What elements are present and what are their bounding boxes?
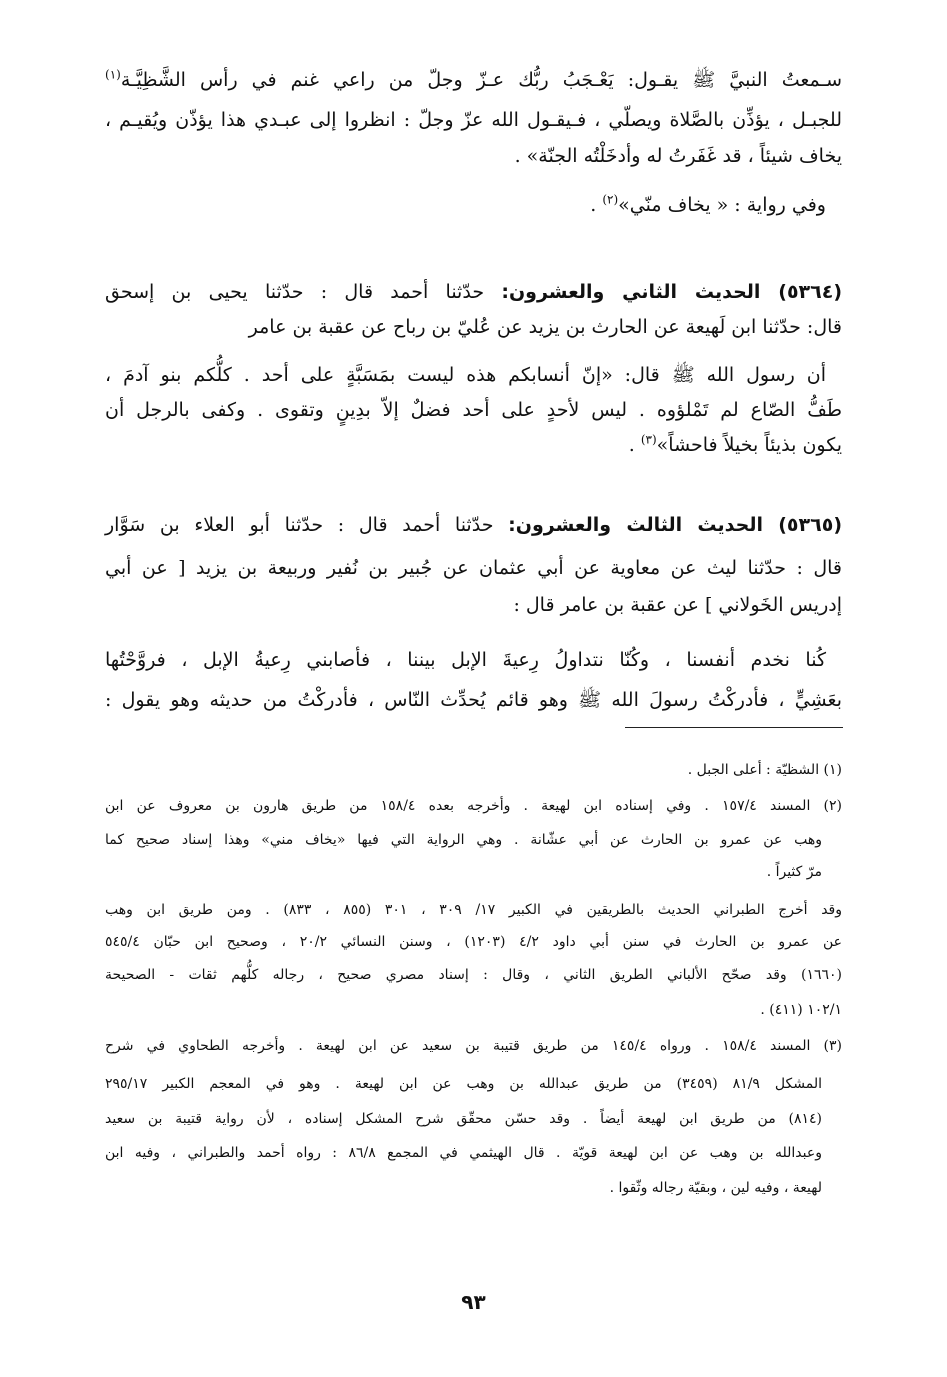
text-line (105, 190, 826, 220)
footnote-line: وعبدالله بن وهب عن ابن لهيعة قويّة . قال الهيثمي في المجمع ٨٦/٨ : رواه أحمد والطبراني ، وفيه ابن (105, 1145, 822, 1161)
footnote-line: (٢) المسند ١٥٧/٤ . وفي إسناده ابن لهيعة . وأخرجه بعده ١٥٨/٤ من طريق هارون بن معروف عن ابن (105, 798, 842, 814)
text-span: سـمعتُ النبيَّ ﷺ يقـول: يَعْـجَبُ ربُّك عـزّ وجلّ من راعي غنم في رأس الشَّظِيَّـة (120, 69, 842, 91)
hadith-title: (٥٣٦٥) الحديث الثالث والعشرون: (508, 514, 842, 536)
footnote-line: لهيعة ، وفيه لين ، وبقيّة رجاله وثّقوا . (609, 1180, 822, 1196)
text-span: وفي رواية : « يخاف منّي» (618, 194, 826, 216)
footnote-line: عن عمرو بن الحارث في سنن أبي داود ٤/٢ (١٢٠٣) ، وسنن النسائي ٢٠/٢ ، وصحيح ابن حبّان ٥٤٥/٤ (105, 934, 842, 950)
text-line: قال : حدّثنا ليث عن معاوية عن أبي عثمان عن جُبير بن نُفير وربيعة بن يزيد [ عن أبي (105, 557, 842, 579)
text-span: . (590, 194, 603, 216)
footnote-line: (٨١٤) من طريق ابن لهيعة أيضاً . وقد حسّن محقّق شرح المشكل إسناده ، لأن رواية قتيبة بن سعيد (105, 1111, 823, 1127)
footnote-line: المشكل ٨١/٩ (٣٤٥٩) من طريق عبدالله بن وهب عن ابن لهيعة . وهو في المعجم الكبير ٢٩٥/١٧ (105, 1076, 822, 1092)
footnote-line: وقد أخرج الطبراني الحديث بالطريقين في الكبير ١٧/ ٣٠٩ ، ٣٠١ (٨٥٥ ، ٨٣٣) . ومن طريق ابن وهب (105, 902, 843, 918)
footnote-line: (١٦٦٠) وقد صحّح الألباني الطريق الثاني ، وقال : إسناد مصري صحيح ، رجاله كلُّهم ثقات - الصحيحة (105, 967, 842, 983)
text-line: أن رسول الله ﷺ قال: «إنّ أنسابكم هذه ليست بمَسَبَّةٍ على أحد . كلُّكم بنو آدمَ ، (105, 364, 826, 386)
hadith-heading (105, 277, 842, 307)
footnote-line: (٣) المسند ١٥٨/٤ . ورواه ١٤٥/٤ من طريق قتيبة بن سعيد عن ابن لهيعة . وأخرجه الطحاوي في شرح (105, 1038, 842, 1054)
footnote-line: وهب عن عمرو بن الحارث عن أبي عشّانة . وهي الرواية التي فيها «يخاف مني» وهذا إسناد صحيح كما (105, 832, 822, 848)
text-span: حدّثنا أحمد قال : حدّثنا أبو العلاء بن سَوَّار (105, 514, 494, 536)
text-line: بعَشِيٍّ ، فأدركْتُ رسولَ الله ﷺ وهو قائم يُحدِّث النّاس ، فأدركْتُ من حديثه وهو يقول : (105, 689, 842, 711)
text-line: إدريس الخَولاني ] عن عقبة بن عامر قال : (513, 594, 842, 616)
text-line: قال: حدّثنا ابن لَهيعة عن الحارث بن يزيد عن عُليّ بن رباح عن عقبة بن عامر (248, 316, 842, 338)
footnote-line: (١) الشظيّة : أعلى الجبل . (687, 762, 842, 778)
footnote-line: ١٠٢/١ (٤١١) . (760, 1002, 842, 1018)
footnote-ref: (١) (105, 67, 121, 82)
hadith-title: (٥٣٦٤) الحديث الثاني والعشرون: (501, 281, 843, 303)
footnote-line: مرّ كثيراً . (766, 864, 822, 880)
text-line: للجبـل ، يؤذِّن بالصَّلاة ويصلّي ، فـيقـول الله عزّ وجلّ : انظروا إلى عبـدي هذا يؤذّن ويُقيـم ، (105, 109, 842, 131)
text-span: . (628, 434, 641, 456)
hadith-heading (105, 510, 842, 540)
footnote-divider (625, 727, 843, 728)
text-line: كُنا نخدم أنفسنا ، وكُنّا نتداولُ رِعيةَ الإبل بيننا ، فأصابني رِعيةُ الإبل ، فروَّحْتُها (105, 649, 826, 671)
text-line: يخاف شيئاً ، قد غَفَرتُ له وأدخَلْتُه الجنّة» . (514, 145, 842, 167)
page-number: ٩٣ (461, 1290, 486, 1314)
footnote-ref: (٢) (602, 192, 619, 207)
text-span: حدّثنا أحمد قال : حدّثنا يحيى بن إسحق (105, 281, 485, 303)
footnote-ref: (٣) (640, 432, 657, 447)
text-line: طَفُّ الصّاع لم تَمْلؤوه . ليس لأحدٍ على أحد فضلٌ إلاّ بدِينٍ وتقوى . وكفى بالرجل أن (105, 399, 842, 421)
text-span: يكون بذيئاً بخيلاً فاحشاً» (656, 434, 842, 456)
text-line (105, 65, 842, 95)
text-line (105, 430, 842, 460)
